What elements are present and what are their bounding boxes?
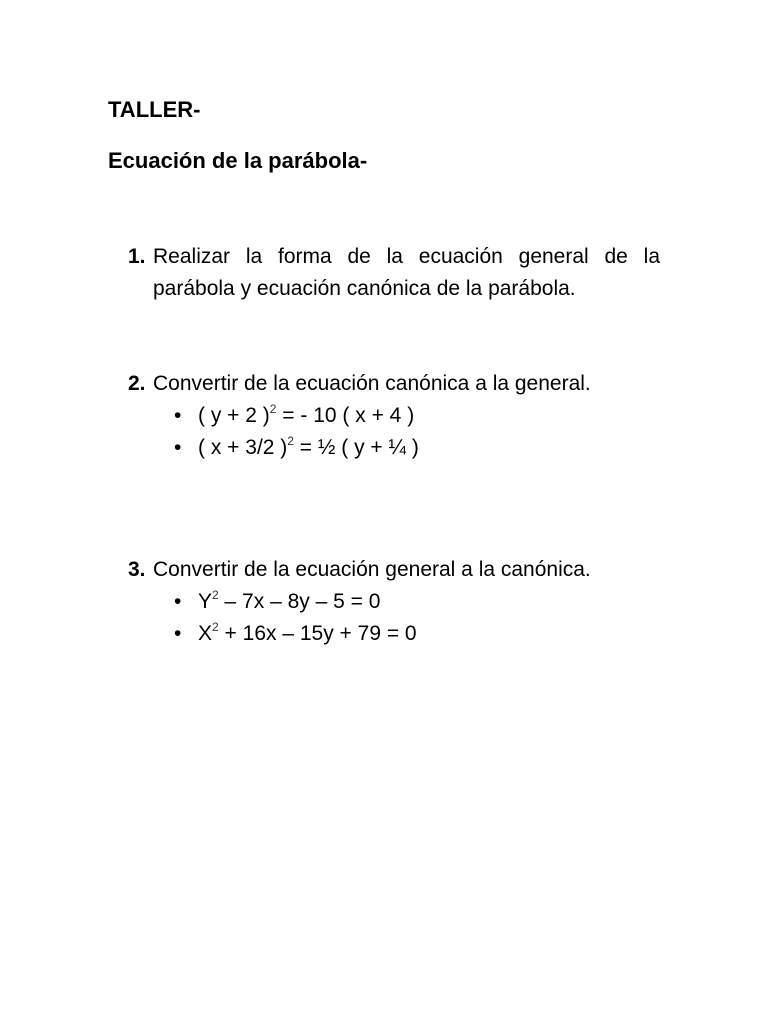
exercise-3-text-block [128, 554, 660, 586]
exercise-1 [128, 241, 660, 305]
exercise-2-number: 2. [128, 372, 146, 395]
equation-part: + 16x – 15y + 79 = 0 [218, 622, 417, 645]
exercise-1-number: 1. [128, 245, 146, 268]
equation-part: – 7x – 8y – 5 = 0 [218, 590, 381, 613]
bullet-icon: • [174, 590, 182, 613]
bullet-item [128, 618, 660, 650]
bullet-icon: • [174, 436, 182, 459]
bullet-item [128, 586, 660, 618]
equation-part: = - 10 ( x + 4 ) [276, 404, 415, 427]
exponent: 2 [287, 434, 294, 448]
equation-part: X [198, 622, 213, 645]
bullet-icon: • [174, 404, 182, 427]
exponent: 2 [212, 588, 219, 602]
bullet-item [128, 432, 660, 464]
bullet-item [128, 400, 660, 432]
equation-part: Y [198, 590, 213, 613]
exercise-2-bullet-list [128, 400, 660, 464]
exponent: 2 [269, 402, 277, 416]
exponent: 2 [212, 620, 219, 634]
exercise-2-text: Convertir de la ecuación canónica a la general. [153, 372, 591, 395]
exercise-3-bullet-list [128, 586, 660, 650]
exercise-3-text: Convertir de la ecuación general a la canónica. [153, 558, 591, 581]
exercise-3-number: 3. [128, 558, 146, 581]
exercise-3 [128, 554, 660, 650]
document-subtitle: Ecuación de la parábola- [108, 148, 368, 173]
document-title: TALLER- [108, 97, 201, 122]
exercise-1-text-block [128, 241, 660, 305]
exercise-1-text: Realizar la forma de la ecuación general de la parábola y ecuación canónica de la parábola. [153, 245, 660, 300]
equation-part: ( y + 2 ) [198, 404, 270, 427]
exercise-2-text-block [128, 368, 660, 400]
equation-part: = ½ ( y + ¼ ) [293, 436, 419, 459]
bullet-icon: • [174, 622, 182, 645]
exercise-2 [128, 368, 660, 464]
equation-part: ( x + 3/2 ) [198, 436, 288, 459]
